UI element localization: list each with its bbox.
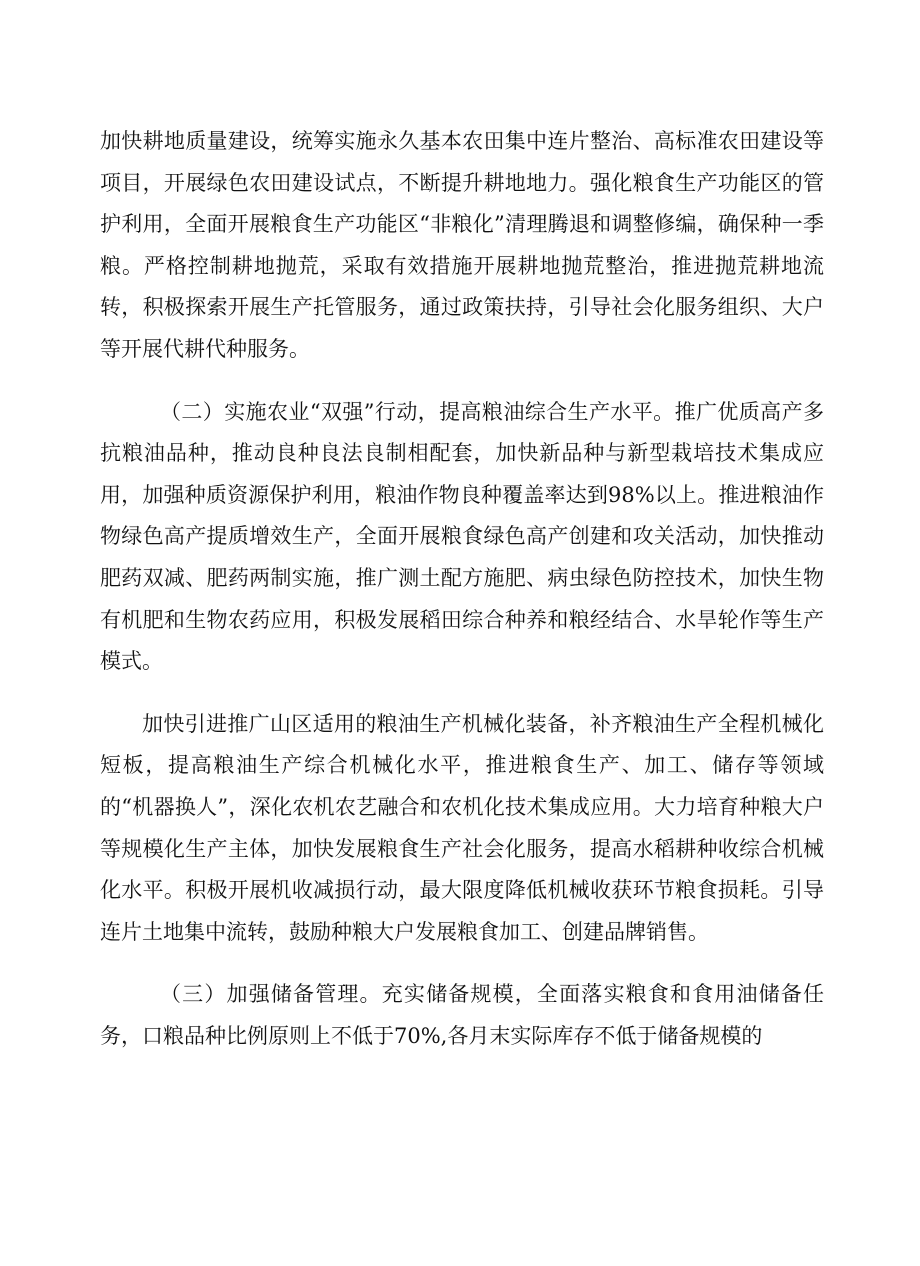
- paragraph-section-three: （三）加强储备管理。充实储备规模，全面落实粮食和食用油储备任务，口粮品种比例原则上不低于70%,各月末实际库存不低于储备规模的: [100, 982, 824, 1048]
- document-body: [100, 121, 824, 1057]
- paragraph-mechanization: 加快引进推广山区适用的粮油生产机械化装备，补齐粮油生产全程机械化短板，提高粮油生产综合机械化水平，推进粮食生产、加工、储存等领域的“机器换人”，深化农机农艺融合和农机化技术集成应用。大力培育种粮大户等规模化生产主体，加快发展粮食生产社会化服务，提高水稻耕种收综合机械化水平。积极开展机收减损行动，最大限度降低机械收获环节粮食损耗。引导连片土地集中流转，鼓励种粮大户发展粮食加工、创建品牌销售。: [100, 711, 824, 944]
- paragraph-farmland-quality: 加快耕地质量建设，统筹实施永久基本农田集中连片整治、高标准农田建设等项目，开展绿色农田建设试点，不断提升耕地地力。强化粮食生产功能区的管护利用，全面开展粮食生产功能区“非粮化”清理腾退和调整修编，确保种一季粮。严格控制耕地抛荒，采取有效措施开展耕地抛荒整治，推进抛荒耕地流转，积极探索开展生产托管服务，通过政策扶持，引导社会化服务组织、大户等开展代耕代种服务。: [100, 129, 824, 361]
- paragraph-section-two: （二）实施农业“双强”行动，提高粮油综合生产水平。推广优质高产多抗粮油品种，推动良种良法良制相配套，加快新品种与新型栽培技术集成应用，加强种质资源保护利用，粮油作物良种覆盖率达到98%以上。推进粮油作物绿色高产提质增效生产，全面开展粮食绿色高产创建和攻关活动，加快推动肥药双减、肥药两制实施，推广测土配方施肥、病虫绿色防控技术，加快生物有机肥和生物农药应用，积极发展稻田综合种养和粮经结合、水旱轮作等生产模式。: [100, 399, 824, 674]
